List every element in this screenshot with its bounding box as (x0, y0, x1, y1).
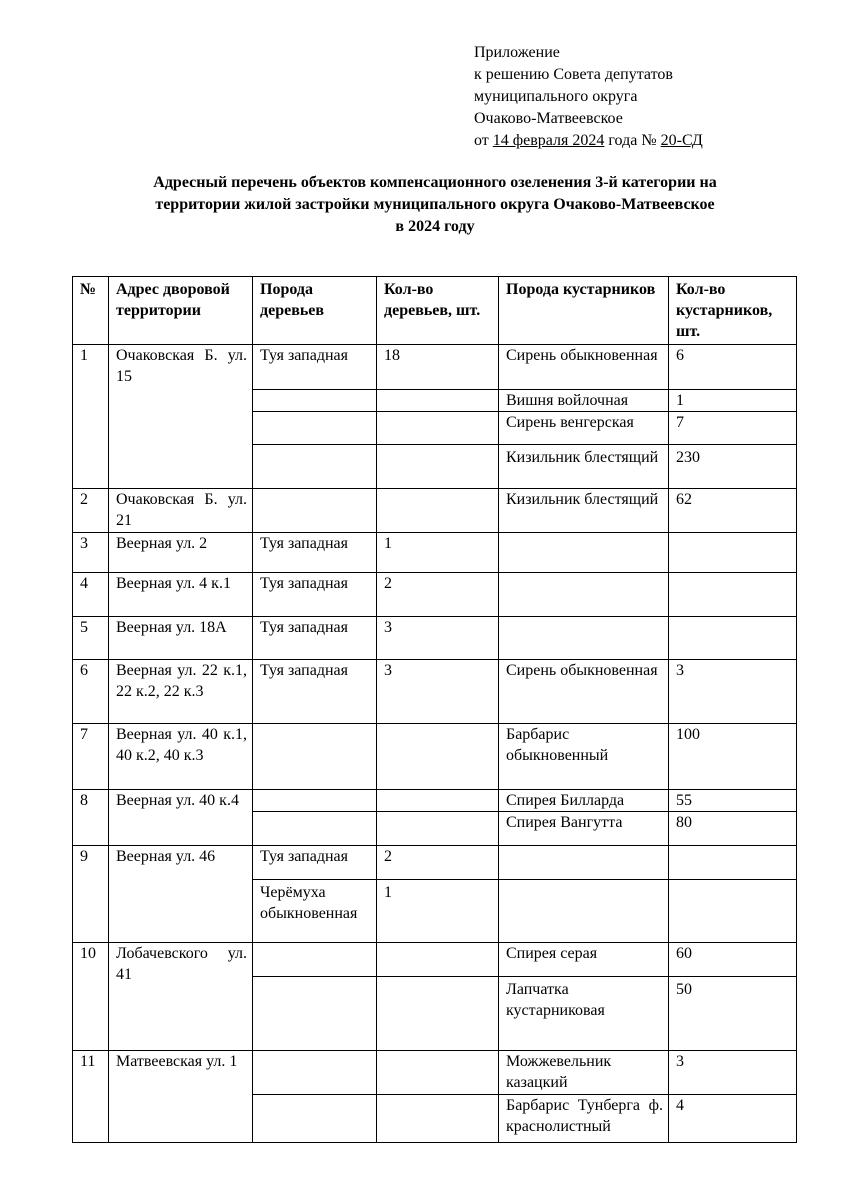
cell-tree (253, 812, 377, 846)
cell-tree-qty: 2 (377, 846, 499, 880)
cell-num: 8 (73, 790, 109, 846)
appendix-line-1: Приложение (474, 44, 560, 61)
cell-shrub (499, 573, 669, 617)
cell-tree-qty (377, 812, 499, 846)
cell-tree (253, 977, 377, 1051)
cell-shrub-qty: 50 (669, 977, 797, 1051)
cell-tree (253, 412, 377, 445)
cell-tree (253, 724, 377, 790)
table-row (73, 846, 797, 880)
cell-tree-qty (377, 977, 499, 1051)
table-row (73, 345, 797, 390)
cell-tree-qty (377, 724, 499, 790)
cell-shrub-qty (669, 880, 797, 943)
cell-tree-qty: 3 (377, 617, 499, 660)
cell-tree: Туя западная (253, 345, 377, 390)
cell-address: Матвеевская ул. 1 (109, 1051, 253, 1143)
cell-num: 3 (73, 533, 109, 573)
cell-tree: Туя западная (253, 846, 377, 880)
cell-shrub-qty (669, 533, 797, 573)
appendix-prefix: от (474, 132, 493, 149)
cell-address: Веерная ул. 22 к.1, 22 к.2, 22 к.3 (109, 660, 253, 724)
cell-tree (253, 1095, 377, 1143)
cell-tree-qty: 18 (377, 345, 499, 390)
cell-shrub-qty: 62 (669, 489, 797, 533)
cell-shrub: Можжевельник казацкий (499, 1051, 669, 1095)
cell-tree: Черёмуха обыкновенная (253, 880, 377, 943)
table-row (73, 573, 797, 617)
cell-address: Веерная ул. 40 к.4 (109, 790, 253, 846)
cell-tree (253, 943, 377, 977)
cell-address: Лобачевского ул. 41 (109, 943, 253, 1051)
cell-shrub: Лапчатка кустарниковая (499, 977, 669, 1051)
appendix-mid: года № (604, 132, 661, 149)
cell-shrub: Спирея Вангутта (499, 812, 669, 846)
cell-shrub-qty: 6 (669, 345, 797, 390)
cell-shrub: Барбарис Тунберга ф. краснолистный (499, 1095, 669, 1143)
title-line-2: территории жилой застройки муниципального округа Очаково-Матвеевское (155, 196, 715, 213)
cell-shrub (499, 880, 669, 943)
cell-shrub: Спирея Билларда (499, 790, 669, 812)
cell-shrub: Сирень обыкновенная (499, 660, 669, 724)
header-row (73, 277, 797, 345)
cell-num: 10 (73, 943, 109, 1051)
header-address: Адрес дворовой территории (109, 277, 253, 345)
cell-address: Веерная ул. 2 (109, 533, 253, 573)
cell-shrub-qty: 100 (669, 724, 797, 790)
header-tree: Порода деревьев (253, 277, 377, 345)
cell-num: 2 (73, 489, 109, 533)
cell-num: 5 (73, 617, 109, 660)
table-row (73, 790, 797, 812)
cell-shrub-qty (669, 846, 797, 880)
cell-address: Веерная ул. 46 (109, 846, 253, 943)
header-shrub-qty: Кол-во кустарников, шт. (669, 277, 797, 345)
cell-tree: Туя западная (253, 660, 377, 724)
cell-shrub-qty (669, 573, 797, 617)
cell-tree-qty: 2 (377, 573, 499, 617)
cell-tree-qty (377, 790, 499, 812)
cell-num: 1 (73, 345, 109, 489)
header-tree-qty: Кол-во деревьев, шт. (377, 277, 499, 345)
cell-shrub-qty: 3 (669, 660, 797, 724)
cell-shrub-qty: 55 (669, 790, 797, 812)
cell-address: Веерная ул. 18А (109, 617, 253, 660)
cell-address: Очаковская Б. ул. 21 (109, 489, 253, 533)
decision-number: 20-СД (660, 132, 703, 149)
cell-address: Очаковская Б. ул. 15 (109, 345, 253, 489)
cell-shrub-qty: 80 (669, 812, 797, 846)
appendix-line-2: к решению Совета депутатов (474, 66, 673, 83)
cell-num: 4 (73, 573, 109, 617)
cell-shrub: Кизильник блестящий (499, 445, 669, 489)
cell-shrub: Сирень обыкновенная (499, 345, 669, 390)
cell-shrub: Спирея серая (499, 943, 669, 977)
cell-tree-qty (377, 412, 499, 445)
cell-tree (253, 790, 377, 812)
cell-shrub (499, 846, 669, 880)
header-num: № (73, 277, 109, 345)
appendix-line-4: Очаково-Матвеевское (474, 110, 623, 127)
cell-shrub-qty: 230 (669, 445, 797, 489)
cell-tree-qty (377, 1095, 499, 1143)
title-line-3: в 2024 году (395, 218, 475, 235)
cell-tree: Туя западная (253, 573, 377, 617)
cell-num: 9 (73, 846, 109, 943)
decision-date: 14 февраля 2024 (492, 132, 605, 149)
cell-tree: Туя западная (253, 533, 377, 573)
cell-tree (253, 1051, 377, 1095)
cell-tree-qty (377, 1051, 499, 1095)
cell-address: Веерная ул. 4 к.1 (109, 573, 253, 617)
table-row (73, 533, 797, 573)
cell-shrub (499, 617, 669, 660)
cell-shrub-qty: 4 (669, 1095, 797, 1143)
cell-tree (253, 445, 377, 489)
cell-shrub: Вишня войлочная (499, 390, 669, 412)
document-title (80, 172, 790, 238)
cell-tree-qty (377, 445, 499, 489)
cell-num: 6 (73, 660, 109, 724)
cell-tree-qty (377, 943, 499, 977)
cell-tree (253, 390, 377, 412)
cell-tree-qty: 3 (377, 660, 499, 724)
cell-shrub: Кизильник блестящий (499, 489, 669, 533)
cell-tree-qty (377, 489, 499, 533)
cell-shrub-qty: 60 (669, 943, 797, 977)
cell-tree-qty: 1 (377, 533, 499, 573)
cell-tree-qty (377, 390, 499, 412)
title-line-1: Адресный перечень объектов компенсационного озеленения 3-й категории на (153, 174, 717, 191)
appendix-header (474, 42, 703, 152)
cell-shrub-qty: 3 (669, 1051, 797, 1095)
cell-tree: Туя западная (253, 617, 377, 660)
cell-shrub: Барбарис обыкновенный (499, 724, 669, 790)
table-row (73, 660, 797, 724)
table-row (73, 489, 797, 533)
cell-shrub: Сирень венгерская (499, 412, 669, 445)
cell-shrub-qty: 1 (669, 390, 797, 412)
table-row (73, 943, 797, 977)
objects-table (72, 276, 797, 1143)
table-row (73, 1051, 797, 1095)
cell-shrub (499, 533, 669, 573)
table-row (73, 617, 797, 660)
cell-address: Веерная ул. 40 к.1, 40 к.2, 40 к.3 (109, 724, 253, 790)
cell-tree-qty: 1 (377, 880, 499, 943)
header-shrub: Порода кустарников (499, 277, 669, 345)
cell-shrub-qty: 7 (669, 412, 797, 445)
cell-num: 11 (73, 1051, 109, 1143)
cell-num: 7 (73, 724, 109, 790)
appendix-line-5 (474, 130, 703, 152)
cell-shrub-qty (669, 617, 797, 660)
table-row (73, 724, 797, 790)
cell-tree (253, 489, 377, 533)
appendix-line-3: муниципального округа (474, 88, 638, 105)
